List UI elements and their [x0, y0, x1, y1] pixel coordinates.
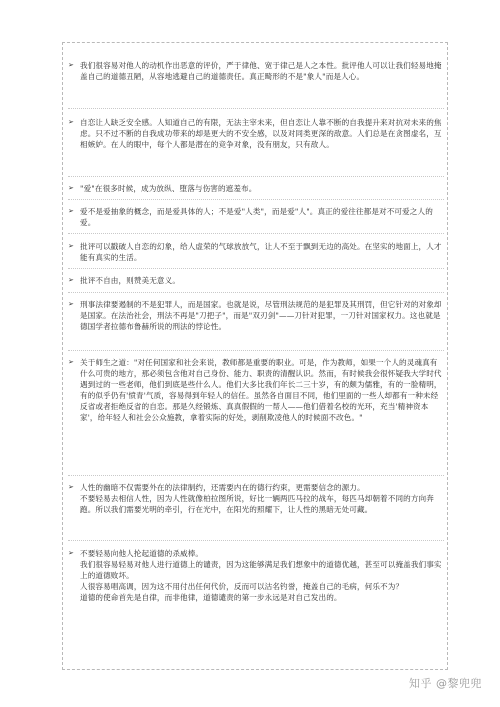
paragraph-8: 关于师生之道："对任何国家和社会来说，教师都是重要的职业。可是，作为教师，如果一个人的灵魂真有什么可贵的地方，那必须包含他对自己身份、能力、职责的清醒认识。然而，有时候我会很怀疑我大学时代遇到过的一些老师，他们到底是些什么人。他们大多比我们年长二三十岁，有的颇为儒雅，有的一脸精明，有的似乎仍有'愤青'气质，容易得到年轻人的信任。虽然各自面目不同，他们里面的一些人却都有一种未经反省或者拒绝反省的自恋。那是久经锻炼、真真假假的一帮人——他们借着名校的光环，充当'精神资本家'，给年轻人和社会公众施教，拿着实际的好处，剥削欺凌他人的时候面不改色。" — [80, 358, 442, 422]
divider — [68, 292, 444, 293]
paragraph-2: 自恋让人缺乏安全感。人知道自己的有限，无法主宰未来，但自恋让人靠不断的自我提升来对抗对未来的焦虑。只不过不断的自我成功带来的却是更大的不安全感，以及对同类更深的敌意。人们总是在贪图虚名，互相嫉妒。在人的眼中，每个人都是潜在的竞争对象，没有朋友，只有敌人。 — [80, 118, 442, 149]
bullet-icon: ➢ — [68, 184, 74, 192]
paragraph-5: 批评可以戳破人自恋的幻象，给人虚荣的气球放放气，让人不至于飘到无边的高处。在坚实的地面上，人才能有真实的生活。 — [80, 242, 442, 262]
bullet-icon: ➢ — [68, 242, 74, 250]
bullet-icon: ➢ — [68, 207, 74, 215]
divider — [68, 540, 444, 541]
divider — [68, 475, 444, 476]
paragraph-10: 不要轻易向他人抡起道德的杀威棒。 我们很容易轻易对他人进行道德上的谴责，因为这能够满足我们想象中的道德优越，甚至可以掩盖我们事实上的道德败坏。 人很容易唱高调，因为这不用付出任何代价，反而可以沽名钓誉，掩盖自己的毛病，何乐不为？ 道德的使命首先是自律，而非他律，道德谴责的第一步永远是对自己发出的。 — [80, 549, 442, 602]
bullet-icon: ➢ — [68, 61, 74, 69]
divider — [68, 350, 444, 351]
paragraph-6: 批评不自由，则赞美无意义。 — [80, 276, 181, 285]
bullet-icon: ➢ — [68, 118, 74, 126]
bullet-icon: ➢ — [68, 549, 74, 557]
paragraph-4: 爱不是爱抽象的概念，而是爱具体的人；不是爱"人类"，而是爱"人"。真正的爱往往都是对不可爱之人的爱。 — [80, 207, 433, 227]
bullet-icon: ➢ — [68, 276, 74, 284]
divider — [68, 233, 444, 234]
bullet-icon: ➢ — [68, 300, 74, 308]
paragraph-3: "爱"在很多时候，成为放纵、堕落与伤害的遮羞布。 — [80, 184, 257, 193]
divider — [68, 108, 444, 109]
bullet-icon: ➢ — [68, 483, 74, 491]
divider — [68, 199, 444, 200]
paragraph-7: 刑事法律要遏制的不是犯罪人，而是国家。也就是说，尽管刑法规范的是犯罪及其刑罚，但它针对的对象却是国家。在法治社会，刑法不再是"刀把子"，而是"双刃剑"——刀针对犯罪，一刀针对国家权力。这也就是德国学者拉德布鲁赫所说的刑法的悖论性。 — [80, 300, 442, 331]
paragraph-9: 人性的幽暗不仅需要外在的法律制约，还需要内在的德行约束，更需要信念的源力。 不要轻易去相信人性，因为人性就像柏拉图所说，好比一辆两匹马拉的战车，每匹马却朝着不同的方向奔跑。所以我们需要光明的牵引，行在光中，在阳光的照耀下，让人性的黑暗无处可藏。 — [80, 483, 434, 514]
paragraph-1: 我们很容易对他人的动机作出恶意的评价，严于律他、宽于律己是人之本性。批评他人可以让我们轻易地掩盖自己的道德丑陋，从容地逃避自己的道德责任。真正畸形的不是"象人"而是人心。 — [80, 61, 442, 81]
bullet-icon: ➢ — [68, 358, 74, 366]
divider — [68, 176, 444, 177]
divider — [68, 268, 444, 269]
watermark-logo: 知乎 @黎兜兜 — [409, 677, 482, 690]
